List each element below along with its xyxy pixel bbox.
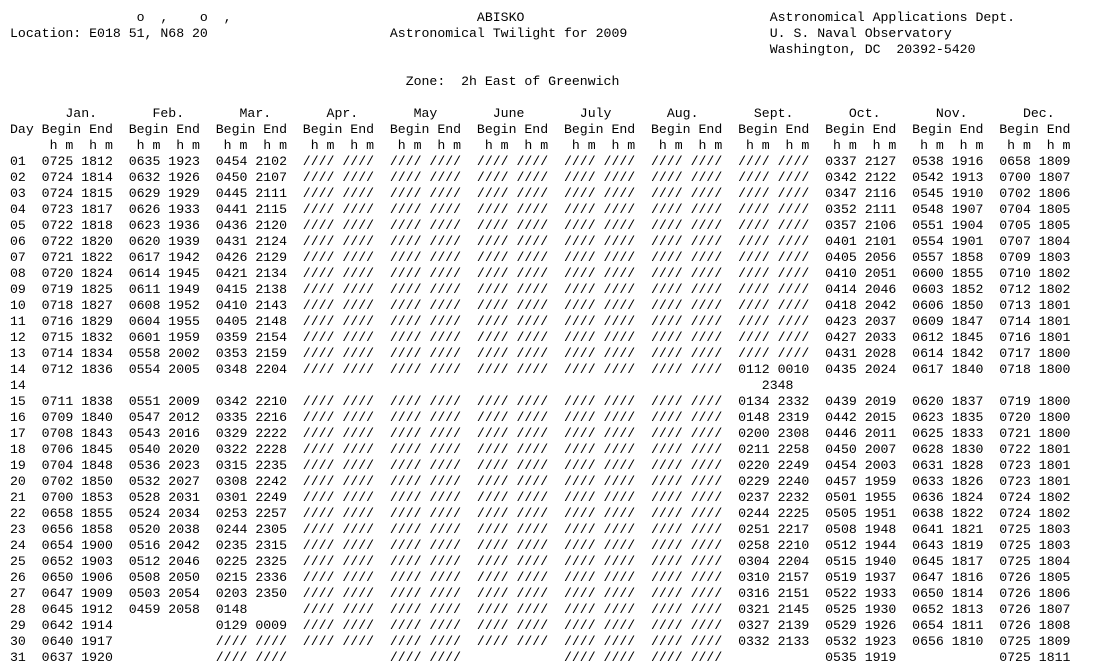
table-row: 04 0723 1817 0626 1933 0441 2115 //// //// //// //// //// //// //// //// //// //// //// //// 0352 2111 0548 1907 0704 1805: [10, 202, 1071, 217]
table-row: 07 0721 1822 0617 1942 0426 2129 //// //// //// //// //// //// //// //// //// //// //// //// 0405 2056 0557 1858 0709 1803: [10, 250, 1071, 265]
table-row: 23 0656 1858 0520 2038 0244 2305 //// //// //// //// //// //// //// //// //// //// 0251 2217 0508 1948 0641 1821 0725 1803: [10, 522, 1071, 537]
document-header: [10, 10, 1015, 90]
table-row: 06 0722 1820 0620 1939 0431 2124 //// //// //// //// //// //// //// //// //// //// //// //// 0401 2101 0554 1901 0707 1804: [10, 234, 1071, 249]
table-row: 21 0700 1853 0528 2031 0301 2249 //// //// //// //// //// //// //// //// //// //// 0237 2232 0501 1955 0636 1824 0724 1802: [10, 490, 1071, 505]
table-row: 14 0712 1836 0554 2005 0348 2204 //// //// //// //// //// //// //// //// //// //// 0112 0010 0435 2024 0617 1840 0718 1800: [10, 362, 1071, 377]
table-row: 30 0640 1917 //// //// //// //// //// //// //// //// //// //// //// //// 0332 2133 0532 1923 0656 1810 0725 1809: [10, 634, 1071, 649]
header-line-zone: Zone: 2h East of Greenwich: [10, 74, 620, 89]
table-row: 28 0645 1912 0459 2058 0148 //// //// //// //// //// //// //// //// //// //// 0321 2145 0525 1930 0652 1813 0726 1807: [10, 602, 1071, 617]
header-line-location-subtitle: Location: E018 51, N68 20 Astronomical Twilight for 2009 U. S. Naval Observatory: [10, 26, 952, 41]
table-row: 20 0702 1850 0532 2027 0308 2242 //// //// //// //// //// //// //// //// //// //// 0229 2240 0457 1959 0633 1826 0723 1801: [10, 474, 1071, 489]
twilight-table: [10, 106, 1070, 666]
header-line-blank: [10, 58, 1015, 74]
table-row: 29 0642 1914 0129 0009 //// //// //// //// //// //// //// //// //// //// 0327 2139 0529 1926 0654 1811 0726 1808: [10, 618, 1071, 633]
table-row: 03 0724 1815 0629 1929 0445 2111 //// //// //// //// //// //// //// //// //// //// //// //// 0347 2116 0545 1910 0702 1806: [10, 186, 1071, 201]
table-row: 15 0711 1838 0551 2009 0342 2210 //// //// //// //// //// //// //// //// //// //// 0134 2332 0439 2019 0620 1837 0719 1800: [10, 394, 1071, 409]
unit-header-row: h m h m h m h m h m h m h m h m h m h m h m h m h m h m h m h m h m h m h m h m h m h m h m h m: [10, 138, 1071, 153]
table-row: 10 0718 1827 0608 1952 0410 2143 //// //// //// //// //// //// //// //// //// //// //// //// 0418 2042 0606 1850 0713 1801: [10, 298, 1071, 313]
header-line-address: Washington, DC 20392-5420: [10, 42, 976, 57]
table-row: 17 0708 1843 0543 2016 0329 2222 //// //// //// //// //// //// //// //// //// //// 0200 2308 0446 2011 0625 1833 0721 1800: [10, 426, 1071, 441]
table-row: 08 0720 1824 0614 1945 0421 2134 //// //// //// //// //// //// //// //// //// //// //// //// 0410 2051 0600 1855 0710 1802: [10, 266, 1071, 281]
month-header-row: Jan. Feb. Mar. Apr. May June July Aug. Sept. Oct. Nov. Dec.: [10, 106, 1055, 121]
table-row: 25 0652 1903 0512 2046 0225 2325 //// //// //// //// //// //// //// //// //// //// 0304 2204 0515 1940 0645 1817 0725 1804: [10, 554, 1071, 569]
table-row: 13 0714 1834 0558 2002 0353 2159 //// //// //// //// //// //// //// //// //// //// //// //// 0431 2028 0614 1842 0717 1800: [10, 346, 1071, 361]
table-row: 26 0650 1906 0508 2050 0215 2336 //// //// //// //// //// //// //// //// //// //// 0310 2157 0519 1937 0647 1816 0726 1805: [10, 570, 1071, 585]
table-row: 16 0709 1840 0547 2012 0335 2216 //// //// //// //// //// //// //// //// //// //// 0148 2319 0442 2015 0623 1835 0720 1800: [10, 410, 1071, 425]
table-row: 27 0647 1909 0503 2054 0203 2350 //// //// //// //// //// //// //// //// //// //// 0316 2151 0522 1933 0650 1814 0726 1806: [10, 586, 1071, 601]
table-row: 02 0724 1814 0632 1926 0450 2107 //// //// //// //// //// //// //// //// //// //// //// //// 0342 2122 0542 1913 0700 1807: [10, 170, 1071, 185]
table-row: 24 0654 1900 0516 2042 0235 2315 //// //// //// //// //// //// //// //// //// //// 0258 2210 0512 1944 0643 1819 0725 1803: [10, 538, 1071, 553]
table-row: 14 2348: [10, 378, 794, 393]
header-line-symbols-title: o , o , ABISKO Astronomical Applications Dept.: [10, 10, 1016, 25]
table-row: 12 0715 1832 0601 1959 0359 2154 //// //// //// //// //// //// //// //// //// //// //// //// 0427 2033 0612 1845 0716 1801: [10, 330, 1071, 345]
table-row: 22 0658 1855 0524 2034 0253 2257 //// //// //// //// //// //// //// //// //// //// 0244 2225 0505 1951 0638 1822 0724 1802: [10, 506, 1071, 521]
table-row: 09 0719 1825 0611 1949 0415 2138 //// //// //// //// //// //// //// //// //// //// //// //// 0414 2046 0603 1852 0712 1802: [10, 282, 1071, 297]
table-row: 11 0716 1829 0604 1955 0405 2148 //// //// //// //// //// //// //// //// //// //// //// //// 0423 2037 0609 1847 0714 1801: [10, 314, 1071, 329]
table-row: 31 0637 1920 //// //// //// //// //// //// //// //// 0535 1919 0725 1811: [10, 650, 1071, 665]
table-row: 19 0704 1848 0536 2023 0315 2235 //// //// //// //// //// //// //// //// //// //// 0220 2249 0454 2003 0631 1828 0723 1801: [10, 458, 1071, 473]
column-header-row: Day Begin End Begin End Begin End Begin End Begin End Begin End Begin End Begin End Begin End Begin End Begin End Begin End: [10, 122, 1071, 137]
table-row: 18 0706 1845 0540 2020 0322 2228 //// //// //// //// //// //// //// //// //// //// 0211 2258 0450 2007 0628 1830 0722 1801: [10, 442, 1071, 457]
table-row: 05 0722 1818 0623 1936 0436 2120 //// //// //// //// //// //// //// //// //// //// //// //// 0357 2106 0551 1904 0705 1805: [10, 218, 1071, 233]
table-row: 01 0725 1812 0635 1923 0454 2102 //// //// //// //// //// //// //// //// //// //// //// //// 0337 2127 0538 1916 0658 1809: [10, 154, 1071, 169]
